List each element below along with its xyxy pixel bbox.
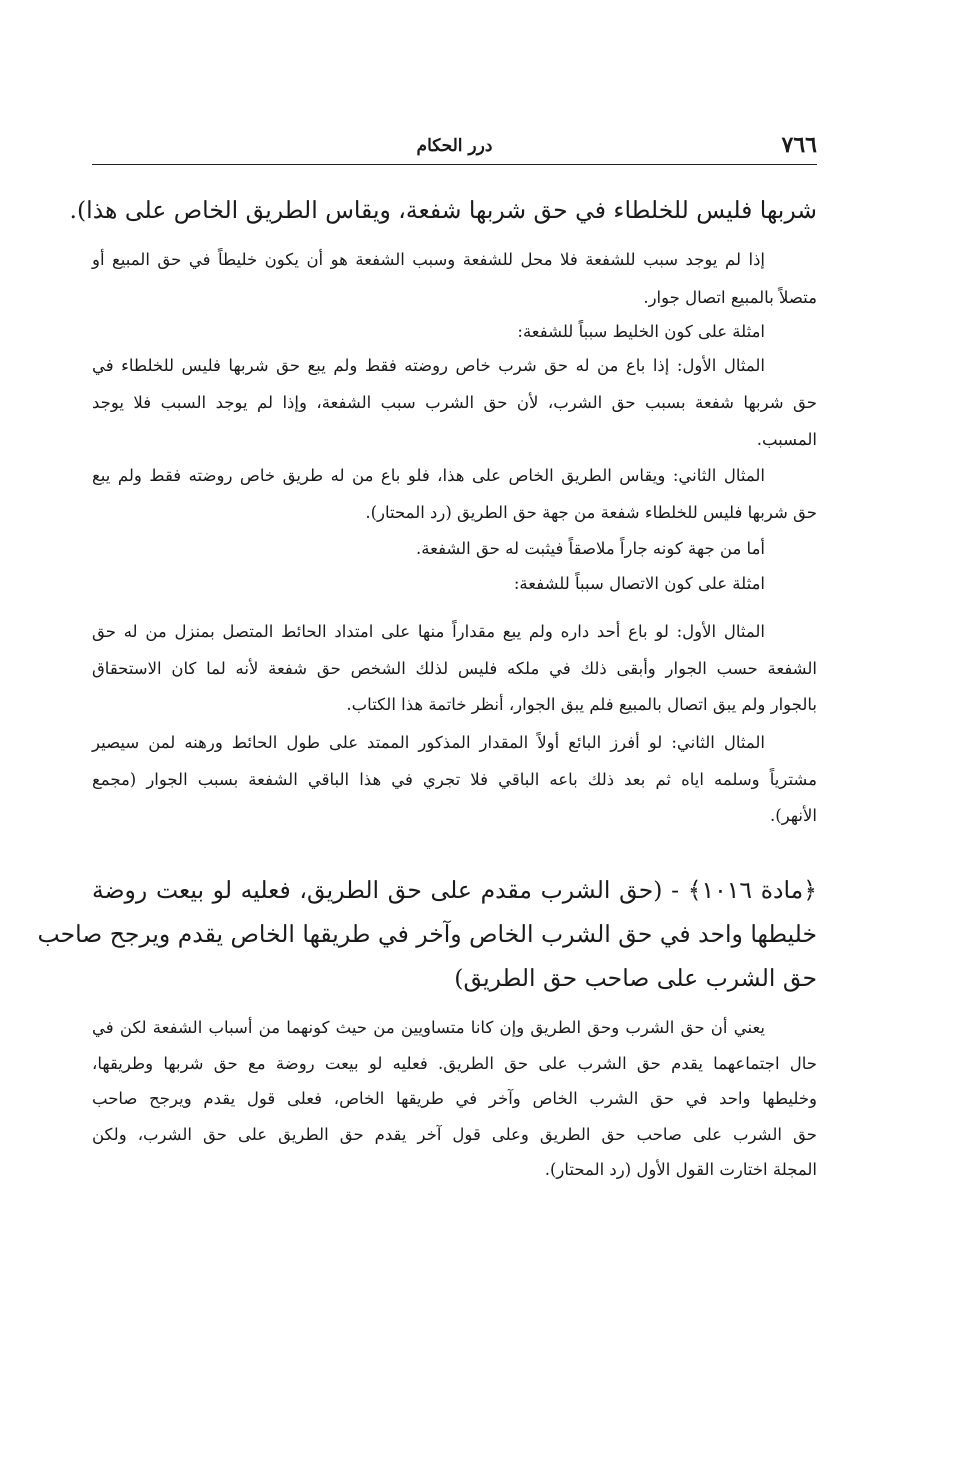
text-line: متصلاً بالمبيع اتصال جوار. <box>643 288 817 307</box>
running-title: درر الحكام <box>416 136 493 156</box>
text-line: المثال الأول: لو باع أحد داره ولم يبع مقداراً منها على امتداد الحائط المتصل بمنزل من له حق <box>92 622 765 641</box>
page-number: ٧٦٦ <box>781 132 817 158</box>
text-line: المجلة اختارت القول الأول (رد المحتار). <box>544 1160 817 1179</box>
text-line: شربها فليس للخلطاء في حق شربها شفعة، ويقاس الطريق الخاص على هذا). <box>69 196 817 224</box>
text-line: أما من جهة كونه جاراً ملاصقاً فيثبت له حق الشفعة. <box>416 539 765 558</box>
text-line: وخليطها واحد في حق الشرب الخاص وآخر في طريقها الخاص، فعلى قول يقدم ويرجح صاحب <box>92 1089 817 1108</box>
document-page <box>37 128 818 1179</box>
text-line: مشترياً وسلمه اياه ثم بعد ذلك باعه الباقي فلا تجري في هذا الباقي الشفعة بسبب الجوار (مجمع <box>92 770 817 789</box>
text-line: الأنهر). <box>770 806 817 825</box>
text-line: يعني أن حق الشرب وحق الطريق وإن كانا متساويين من حيث كونهما من أسباب الشفعة لكن في <box>92 1018 765 1037</box>
article-line: ﴿مادة ١٠١٦﴾ - (حق الشرب مقدم على حق الطريق، فعليه لو بيعت روضة <box>92 876 818 904</box>
text-line: المثال الثاني: لو أفرز البائع أولاً المقدار المذكور الممتد على طول الحائط ورهنه لمن سيصير <box>92 733 765 752</box>
article-line: خليطها واحد في حق الشرب الخاص وآخر في طريقها الخاص يقدم ويرجح صاحب <box>37 920 817 948</box>
article-line: حق الشرب على صاحب حق الطريق) <box>454 964 817 992</box>
text-line: حال اجتماعهما يقدم حق الشرب على حق الطريق. فعليه لو بيعت روضة مع حق شربها وطريقها، <box>92 1054 817 1073</box>
text-line: امثلة على كون الخليط سبباً للشفعة: <box>517 322 765 341</box>
text-line: الشفعة حسب الجوار وأبقى ذلك في ملكه فليس لذلك الشخص حق شفعة لأنه لما كان الاستحقاق <box>92 659 817 678</box>
text-line: حق شربها فليس للخلطاء شفعة من جهة حق الطريق (رد المحتار). <box>365 503 817 522</box>
text-line: حق الشرب على صاحب حق الطريق وعلى قول آخر يقدم حق الطريق على حق الشرب، ولكن <box>92 1125 818 1144</box>
text-line: المسبب. <box>756 430 817 449</box>
text-line: المثال الأول: إذا باع من له حق شرب خاص روضته فقط ولم يبع حق شربها فليس للخلطاء في <box>92 356 765 375</box>
text-line: بالجوار ولم يبق اتصال بالمبيع فلم يبق الجوار، أنظر خاتمة هذا الكتاب. <box>346 695 817 714</box>
page-header <box>92 128 817 165</box>
text-line: إذا لم يوجد سبب للشفعة فلا محل للشفعة وسبب الشفعة هو أن يكون خليطاً في حق المبيع أو <box>92 250 765 269</box>
text-line: امثلة على كون الاتصال سبباً للشفعة: <box>513 574 765 593</box>
text-line: حق شربها شفعة بسبب حق الشرب، لأن حق الشرب سبب الشفعة، وإذا لم يوجد السبب فلا يوجد <box>92 393 817 412</box>
text-line: المثال الثاني: ويقاس الطريق الخاص على هذا، فلو باع من له طريق خاص روضته فقط ولم يبع <box>92 466 765 485</box>
